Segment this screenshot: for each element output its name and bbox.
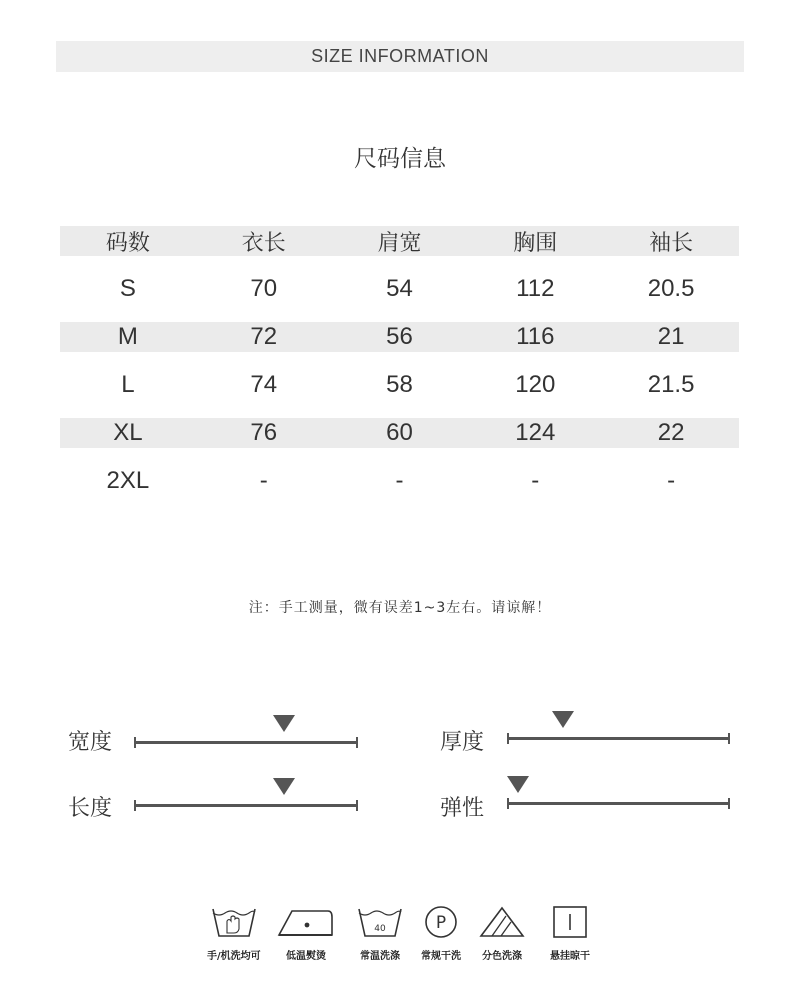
header-chest: 胸围 [513, 230, 558, 256]
cell-shoulder: 58 [386, 371, 413, 398]
normal-temp-wash-icon [355, 905, 405, 939]
separate-wash-icon [478, 905, 526, 939]
header-shoulder: 肩宽 [377, 230, 422, 256]
size-information-banner [56, 41, 744, 72]
table-row [60, 466, 739, 496]
table-row [60, 370, 739, 400]
cell-sleeve: 22 [657, 419, 685, 446]
table-row [60, 322, 739, 352]
header-length: 衣长 [241, 230, 286, 256]
width-label: 宽度 [68, 730, 113, 755]
svg-text:P: P [435, 913, 447, 933]
page-subtitle: 尺码信息 [354, 146, 446, 172]
cell-sleeve: - [667, 467, 676, 494]
length-label: 长度 [68, 796, 113, 821]
thickness-label: 厚度 [440, 730, 485, 755]
care-item [355, 905, 405, 962]
care-label: 悬挂晾干 [550, 951, 590, 962]
care-item [478, 905, 526, 962]
cell-sleeve: 21.5 [647, 371, 695, 398]
size-table [60, 226, 739, 514]
care-label: 分色洗涤 [482, 951, 522, 962]
cell-size: S [119, 275, 136, 302]
dry-clean-icon [421, 905, 461, 939]
cell-length: 70 [250, 275, 278, 302]
cell-chest: 116 [516, 323, 555, 350]
cell-chest: 112 [516, 275, 555, 302]
cell-size: M [117, 323, 138, 350]
table-row [60, 274, 739, 304]
header-size: 码数 [105, 230, 150, 256]
care-item [421, 905, 461, 962]
low-temp-iron-icon [276, 905, 336, 939]
care-label: 常温洗涤 [360, 951, 400, 962]
care-item [548, 905, 592, 962]
svg-text:40: 40 [374, 924, 386, 934]
hand-machine-wash-icon [209, 905, 259, 939]
cell-size: 2XL [106, 467, 150, 494]
cell-length: - [259, 467, 268, 494]
length-scale [134, 804, 358, 807]
care-label: 低温熨烫 [286, 951, 326, 962]
cell-size: L [121, 371, 135, 398]
table-header-row [60, 226, 739, 256]
table-row [60, 418, 739, 448]
cell-size: XL [113, 419, 143, 446]
cell-chest: 120 [515, 371, 556, 398]
elasticity-scale [507, 802, 730, 805]
care-item [276, 905, 336, 962]
thickness-scale [507, 737, 730, 740]
cell-shoulder: 54 [386, 275, 413, 302]
cell-shoulder: 56 [386, 323, 413, 350]
banner-title: SIZE INFORMATION [311, 46, 489, 66]
care-label: 手/机洗均可 [207, 951, 261, 962]
elasticity-marker [507, 776, 529, 793]
width-scale [134, 741, 358, 744]
cell-chest: - [531, 467, 540, 494]
cell-shoulder: 60 [386, 419, 413, 446]
width-marker [273, 715, 295, 732]
elasticity-label: 弹性 [440, 796, 485, 821]
header-sleeve: 袖长 [649, 230, 694, 256]
care-label: 常规干洗 [421, 951, 461, 962]
cell-chest: 124 [515, 419, 556, 446]
cell-length: 72 [250, 323, 278, 350]
cell-length: 76 [250, 419, 278, 446]
cell-sleeve: 21 [657, 323, 685, 350]
hang-dry-icon [548, 905, 592, 939]
care-item [207, 905, 261, 962]
length-marker [273, 778, 295, 795]
thickness-marker [552, 711, 574, 728]
measurement-note: 注：手工测量，微有误差1~3左右。请谅解！ [248, 600, 552, 616]
cell-length: 74 [250, 371, 278, 398]
cell-sleeve: 20.5 [647, 275, 695, 302]
cell-shoulder: - [395, 467, 404, 494]
